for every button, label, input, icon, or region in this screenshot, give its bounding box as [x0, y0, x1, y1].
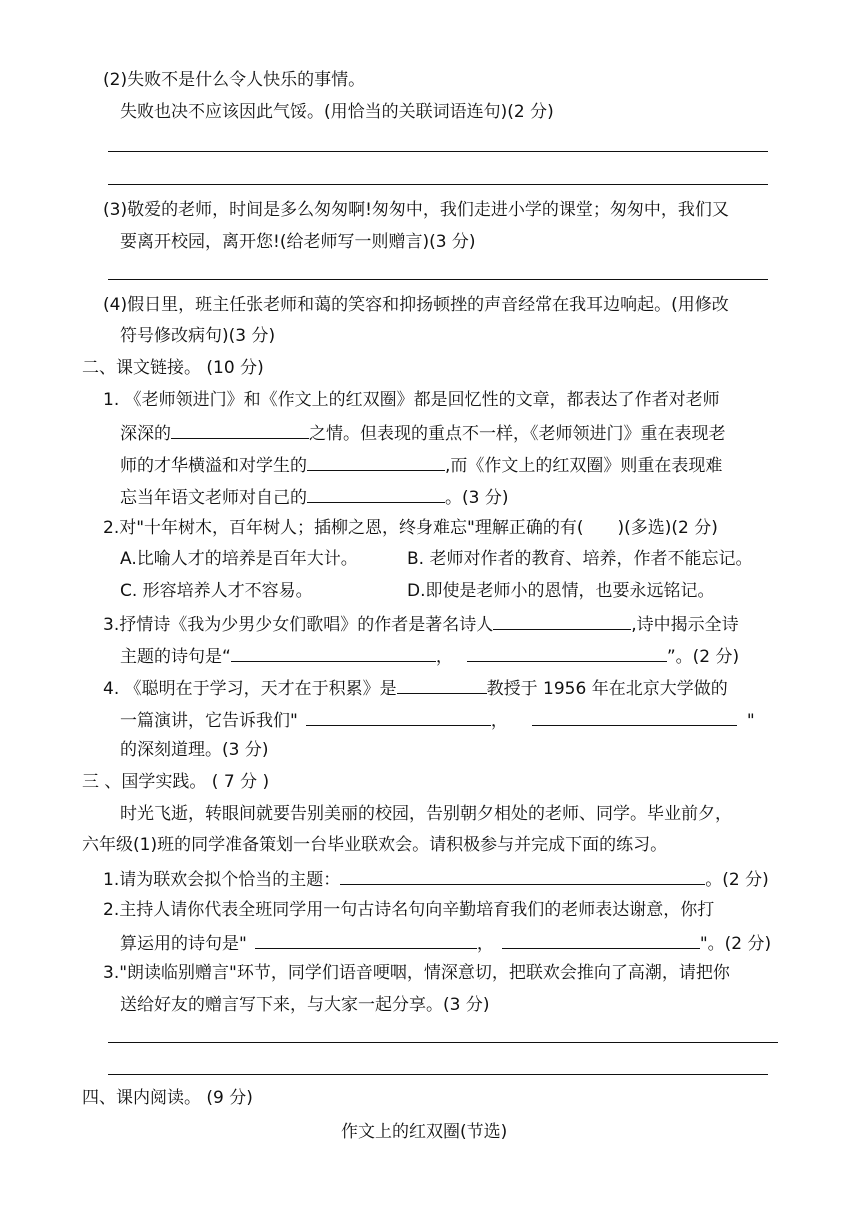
text: 4. 《聪明在于学习，天才在于积累》是	[103, 679, 397, 699]
s3-item2-line1: 2.主持人请你代表全班同学用一句古诗名句向辛勤培育我们的老师表达谢意，你打	[103, 900, 715, 920]
item4-line2	[120, 708, 755, 732]
fill-blank[interactable]	[340, 867, 705, 885]
item3-line2	[120, 644, 739, 668]
q4-line1: (4)假日里，班主任张老师和蔼的笑容和抑扬顿挫的声音经常在我耳边响起。(用修改	[103, 295, 729, 315]
option-b[interactable]: B. 老师对作者的教育、培养，作者不能忘记。	[407, 549, 753, 569]
option-c[interactable]: C. 形容培养人才不容易。	[120, 581, 313, 601]
fill-blank[interactable]	[467, 644, 667, 662]
text: 3.抒情诗《我为少男少女们歌唱》的作者是著名诗人	[103, 615, 494, 635]
s3-item2-line2	[120, 931, 771, 955]
passage-title: 作文上的红双圈(节选)	[341, 1122, 508, 1142]
text: "	[746, 711, 755, 731]
answer-line[interactable]	[108, 184, 768, 185]
fill-blank[interactable]	[493, 612, 631, 630]
item1-line2	[120, 421, 726, 445]
q2-line2: 失败也决不应该因此气馁。(用恰当的关联词语连句)(2 分)	[120, 102, 554, 122]
answer-line[interactable]	[108, 151, 768, 152]
q4-line2: 符号修改病句)(3 分)	[120, 326, 276, 346]
fill-blank[interactable]	[502, 931, 700, 949]
text: ”。(2 分)	[666, 647, 740, 667]
text: 教授于 1956 年在北京大学做的	[486, 679, 728, 699]
text: 师的才华横溢和对学生的	[120, 456, 307, 476]
intro-line1: 时光飞逝，转眼间就要告别美丽的校园，告别朝夕相处的老师、同学。毕业前夕，	[120, 804, 732, 824]
fill-blank[interactable]	[255, 931, 477, 949]
fill-blank[interactable]	[231, 644, 436, 662]
option-a[interactable]: A.比喻人才的培养是百年大计。	[120, 549, 358, 569]
item4-line1	[103, 676, 728, 700]
text: 深深的	[120, 424, 171, 444]
fill-blank[interactable]	[307, 485, 445, 503]
s3-item1	[103, 867, 769, 891]
item1-line1: 1. 《老师领进门》和《作文上的红双圈》都是回忆性的文章，都表达了作者对老师	[103, 390, 720, 410]
text: 一篇演讲，它告诉我们"	[120, 711, 298, 731]
text: ，	[435, 647, 453, 667]
text: 。(2 分)	[705, 870, 769, 890]
answer-line[interactable]	[108, 1074, 768, 1075]
section-heading: 四、课内阅读。 (9 分)	[82, 1088, 253, 1108]
fill-blank[interactable]	[532, 708, 737, 726]
item1-line3	[120, 453, 722, 477]
text: 。(3 分)	[445, 488, 509, 508]
q3-line2: 要离开校园，离开您!(给老师写一则赠言)(3 分)	[120, 232, 476, 252]
text: ，	[490, 711, 508, 731]
item2-line1: 2.对"十年树木，百年树人；插柳之恩，终身难忘"理解正确的有( )(多选)(2 分)	[103, 518, 718, 538]
text: ,而《作文上的红双圈》则重在表现难	[445, 456, 723, 476]
s3-item3-line2: 送给好友的赠言写下来，与大家一起分享。(3 分)	[120, 995, 490, 1015]
option-d[interactable]: D.即使是老师小的恩情，也要永远铭记。	[407, 581, 715, 601]
item1-line4	[120, 485, 508, 509]
section-heading: 二、课文链接。 (10 分)	[82, 358, 264, 378]
text: 1.请为联欢会拟个恰当的主题：	[103, 870, 341, 890]
fill-blank[interactable]	[307, 453, 445, 471]
text: 忘当年语文老师对自己的	[120, 488, 307, 508]
answer-line[interactable]	[108, 1042, 778, 1043]
section-heading: 三 、国学实践。 ( 7 分 )	[82, 772, 270, 792]
intro-line2: 六年级(1)班的同学准备策划一台毕业联欢会。请积极参与并完成下面的练习。	[82, 835, 668, 855]
text: ,诗中揭示全诗	[631, 615, 739, 635]
q2-line1: (2)失败不是什么令人快乐的事情。	[103, 70, 366, 90]
item4-line3: 的深刻道理。(3 分)	[120, 740, 269, 760]
text: 算运用的诗句是"	[120, 934, 247, 954]
s3-item3-line1: 3."朗读临别赠言"环节，同学们语音哽咽，情深意切，把联欢会推向了高潮，请把你	[103, 963, 730, 983]
answer-line[interactable]	[108, 279, 768, 280]
text: 之情。但表现的重点不一样，《老师领进门》重在表现老	[309, 424, 726, 444]
fill-blank[interactable]	[171, 421, 309, 439]
fill-blank[interactable]	[306, 708, 491, 726]
fill-blank[interactable]	[397, 676, 487, 694]
text: ，	[476, 934, 494, 954]
item3-line1	[103, 612, 739, 636]
q3-line1: (3)敬爱的老师，时间是多么匆匆啊!匆匆中，我们走进小学的课堂；匆匆中，我们又	[103, 200, 729, 220]
text: "。(2 分)	[699, 934, 772, 954]
text: 主题的诗句是“	[120, 647, 231, 667]
